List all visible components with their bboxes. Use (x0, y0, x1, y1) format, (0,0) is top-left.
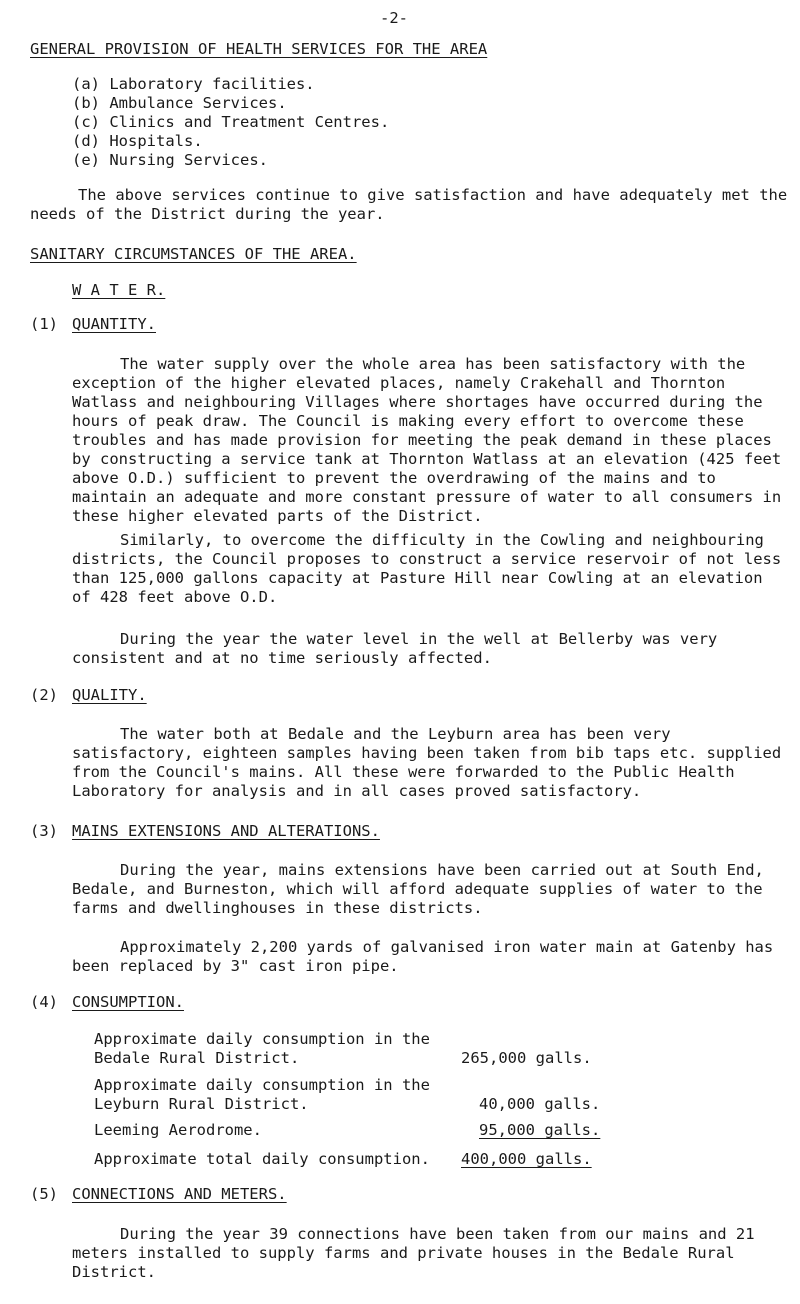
list-item (72, 132, 203, 151)
list-marker: (d) (72, 132, 100, 150)
consumption-label: Leyburn Rural District. (94, 1095, 309, 1113)
list-item (72, 113, 389, 132)
services-summary: The above services continue to give satisfaction and have adequately met the needs of the District during the year. (30, 186, 788, 223)
consumption-value: 265,000 galls. (461, 1049, 592, 1067)
general-provision-heading: GENERAL PROVISION OF HEALTH SERVICES FOR THE AREA (30, 40, 488, 58)
consumption-total-label: Approximate total daily consumption. (94, 1150, 430, 1168)
quantity-paragraph: Similarly, to overcome the difficulty in the Cowling and neighbouring districts, the Council proposes to construct a service reservoir of not less than 125,000 gallons capacity at Pasture Hill near Cowling at an elevation of 428 feet above O.D. (72, 531, 782, 606)
consumption-label: Approximate daily consumption in the (94, 1030, 430, 1048)
list-marker: (a) (72, 75, 100, 93)
quality-title: QUALITY. (72, 686, 147, 704)
consumption-label: Approximate daily consumption in the (94, 1076, 430, 1094)
consumption-label: Bedale Rural District. (94, 1049, 300, 1067)
list-text: Ambulance Services. (109, 94, 287, 112)
list-item (72, 151, 268, 170)
mains-title: MAINS EXTENSIONS AND ALTERATIONS. (72, 822, 380, 840)
quantity-paragraph: The water supply over the whole area has been satisfactory with the exception of the higher elevated places, namely Crakehall and Thornton Watlass and neighbouring Villages where shortages have occurred during the hours of peak draw. The Council is making every effort to overcome these troubles and has made provision for meeting the peak demand in these places by constructing a service tank at Thornton Watlass at an elevation (425 feet above O.D.) sufficient to prevent the overdrawing of the mains and to maintain an adequate and more constant pressure of water to all consumers in these higher elevated parts of the District. (72, 355, 782, 525)
sanitary-heading: SANITARY CIRCUMSTANCES OF THE AREA. (30, 245, 357, 263)
connections-title: CONNECTIONS AND METERS. (72, 1185, 287, 1203)
list-item (72, 94, 287, 113)
list-marker: (e) (72, 151, 100, 169)
quantity-paragraph: During the year the water level in the well at Bellerby was very consistent and at no time seriously affected. (72, 630, 718, 667)
quality-paragraph: The water both at Bedale and the Leyburn area has been very satisfactory, eighteen samples having been taken from bib taps etc. supplied from the Council's mains. All these were forwarded to the Public Health Laboratory for analysis and in all cases proved satisfactory. (72, 725, 782, 800)
list-text: Nursing Services. (109, 151, 268, 169)
mains-paragraph: During the year, mains extensions have been carried out at South End, Bedale, and Burneston, which will afford adequate supplies of water to the farms and dwellinghouses in these districts. (72, 861, 764, 917)
quantity-title: QUANTITY. (72, 315, 156, 333)
list-marker: (c) (72, 113, 100, 131)
list-text: Laboratory facilities. (109, 75, 315, 93)
connections-paragraph: During the year 39 connections have been taken from our mains and 21 meters installed to supply farms and private houses in the Bedale Rural District. (72, 1225, 755, 1281)
list-item (72, 75, 315, 94)
list-text: Clinics and Treatment Centres. (109, 113, 390, 131)
section-number: (1) (30, 315, 58, 333)
consumption-total-value: 400,000 galls. (461, 1150, 592, 1168)
section-number: (4) (30, 993, 58, 1011)
consumption-label: Leeming Aerodrome. (94, 1121, 262, 1139)
consumption-value: 95,000 galls. (479, 1121, 601, 1139)
list-marker: (b) (72, 94, 100, 112)
section-number: (2) (30, 686, 58, 704)
consumption-value: 40,000 galls. (479, 1095, 601, 1113)
section-number: (3) (30, 822, 58, 840)
consumption-title: CONSUMPTION. (72, 993, 184, 1011)
section-number: (5) (30, 1185, 58, 1203)
list-text: Hospitals. (109, 132, 203, 150)
page-number: -2- (380, 9, 408, 27)
water-heading: W A T E R. (72, 281, 166, 299)
mains-paragraph: Approximately 2,200 yards of galvanised iron water main at Gatenby has been replaced by 3" cast iron pipe. (72, 938, 774, 975)
